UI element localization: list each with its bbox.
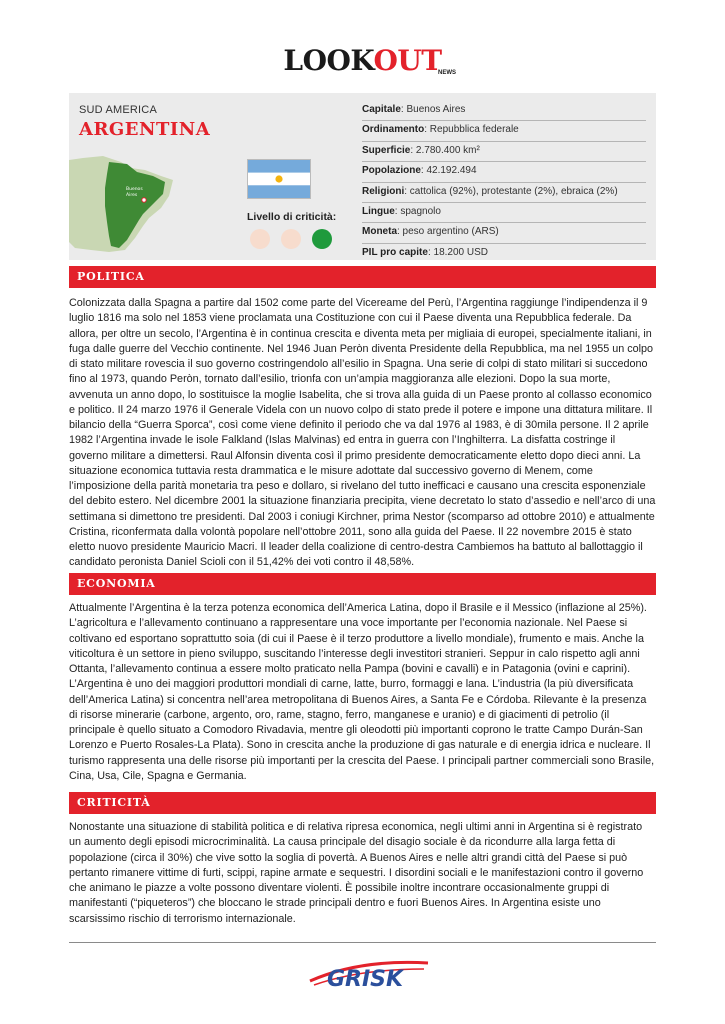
section-title-criticita: CRITICITÀ [77, 796, 151, 809]
logo-look-text: LOOK [283, 44, 374, 77]
fact-moneta: Moneta: peso argentino (ARS) [362, 223, 646, 243]
logo-out-text: OUT [373, 44, 442, 77]
lookout-logo [0, 44, 725, 77]
country-title: ARGENTINA [79, 119, 211, 140]
fact-religioni: Religioni: cattolica (92%), protestante (2%), ebraica (2%) [362, 183, 646, 203]
map-label-line1: Buenos [126, 187, 143, 192]
fact-superficie: Superficie: 2.780.400 km² [362, 142, 646, 162]
fact-pil: PIL pro capite: 18.200 USD [362, 246, 488, 258]
logo-news-text: NEWS [438, 70, 456, 76]
section-header-criticita [69, 792, 656, 814]
region-label: SUD AMERICA [79, 104, 157, 116]
argentina-map [69, 156, 175, 252]
argentina-flag [247, 159, 311, 199]
criticality-dot-low [250, 229, 270, 249]
section-title-economia: ECONOMIA [77, 577, 156, 590]
country-facts-list [362, 101, 646, 263]
section-header-economia [69, 573, 656, 595]
grisk-logo-text: GRISK [326, 967, 404, 992]
footer-divider [69, 942, 656, 943]
section-title-politica: POLITICA [77, 270, 145, 283]
fact-ordinamento: Ordinamento: Repubblica federale [362, 121, 646, 141]
criticality-label: Livello di criticità: [247, 211, 337, 223]
criticality-dot-active [312, 229, 332, 249]
fact-capitale: Capitale: Buenos Aires [362, 101, 646, 121]
fact-popolazione: Popolazione: 42.192.494 [362, 162, 646, 182]
criticality-dot-medium [281, 229, 301, 249]
fact-lingue: Lingue: spagnolo [362, 203, 646, 223]
section-header-politica [69, 266, 656, 288]
country-profile-box [69, 93, 656, 260]
politica-text: Colonizzata dalla Spagna a partire dal 1502 come parte del Vicereame del Perù, l’Argentina raggiunge l’indipendenza il 9 luglio 1816 ma solo nel 1853 viene proclamata una Costituzione con cui il Paese diventa una Repubblica federale. Da allora, per oltre un secolo, l’Argentina è in continua crescita e diventa meta per migliaia di europei, specialmente italiani, in fuga dalle guerre del Vecchio continente. Nel 1946 Juan Peròn diventa Presidente della Repubblica, ma nel 1955 un colpo di stato militare rovescia il suo governo costringendolo all’esilio in Spagna. Una serie di colpi di stato militari si succedono fino al 1973, quando Peròn, tornato dall’esilio, trionfa con un’ampia maggioranza alle elezioni. Dopo la sua morte, avvenuta un anno dopo, lo sostituisce la moglie Isabelita, che si trova alla guida di un Paese pronto al collasso economico e politico. Il 24 marzo 1976 il Generale Videla con un nuovo colpo di stato prede il potere e impone una dittatura militare. Il bilancio della “Guerra Sporca”, così come viene definito il periodo che va dal 1976 al 1983, è di 30mila persone. Il 2 aprile 1982 l’Argentina invade le isole Falkland (Islas Malvinas) ed entra in guerra con l’Inghilterra. La disfatta costringe il governo militare a dimettersi. Raul Alfonsin diventa così il primo presidente democraticamente eletto dopo dieci anni. La situazione economica tuttavia resta drammatica e le misure adottate dal successivo governo di Menem, come l’imposizione della parità monetaria tra peso e dollaro, si rivelano del tutto inefficaci e causano una crescita esponenziale del debito estero. Nel dicembre 2001 la situazione finanziaria precipita, viene decretato lo stato d’assedio e nell’arco di una settimana si dimettono tre presidenti. Dal 2003 i coniugi Kirchner, prima Nestor (scomparso ad ottobre 2010) e attualmente Cristina, riconfermata dalla volontà popolare nell’ottobre 2011, sono alla guida del Paese. Il 22 novembre 2015 è stato eletto nuovo presidente Mauricio Macri. Il leader della coalizione di centro-destra Cambiemos ha battuto al ballottaggio il candidato peronista Daniel Scioli con il 51,42% dei voti contro il 48,58%. [69, 297, 656, 569]
economia-text: Attualmente l’Argentina è la terza potenza economica dell’America Latina, dopo il Brasile e il Messico (inflazione al 25%). L’agricoltura e l’allevamento continuano a rappresentare una voce importante per l’economia nazionale. Nel Paese si coltivano ed esportano soprattutto soia (di cui il Paese è il terzo produttore a livello mondiale), frumento e mais. Anche la viticoltura è un settore in pieno sviluppo, suscitando l’interesse degli investitori stranieri. Seppur in calo rispetto agli anni Ottanta, l’allevamento continua a essere molto praticato nella Pampa (bovini e cavalli) e in Patagonia (ovini e caprini). L’Argentina è uno dei maggiori produttori mondiali di carne, latte, burro, formaggi e lana. L’industria (la più diversificata dell’America Latina) si concentra nell’area metropolitana di Buenos Aires, a Santa Fe e Córdoba. Rilevante è la presenza di risorse minerarie (carbone, argento, oro, rame, stagno, ferro, manganese e uranio) e di giacimenti di petrolio (il principale è quello situato a Comodoro Rivadavia, mentre gli oleodotti più importanti coprono le tratte Campo Durán-San Lorenzo e Puerto Rosales-La Plata). Sono in crescita anche la produzione di gas naturale e di energia idrica e nucleare. Il turismo rappresenta una delle risorse più importanti per la crescita del Paese. I principali partner commerciali sono Brasile, Cina, Usa, Cile, Spagna e Germania. [69, 602, 655, 782]
map-label-line2: Aires [126, 193, 138, 198]
criticita-text: Nonostante una situazione di stabilità politica e di relativa ripresa economica, negli ultimi anni in Argentina si è registrato un aumento degli episodi microcriminalità. La causa principale del disagio sociale è da ricondurre alla larga fetta di popolazione (circa il 30%) che vive sotto la soglia di povertà. A Buenos Aires e nelle altri grandi città del Paese si può pertanto rimanere vittime di furti, scippi, rapine armate e sequestri. I disordini sociali e le manifestazioni contro il governo che animano le piazze a volte possono diventare violenti. È possibile inoltre incontrare occasionalmente gruppi di manifestanti (“piqueteros”) che bloccano le strade principali dentro e fuori Buenos Aires. In Argentina esiste uno scarsissimo rischio di terrorismo internazionale. [69, 821, 644, 925]
grisk-logo [300, 955, 430, 995]
